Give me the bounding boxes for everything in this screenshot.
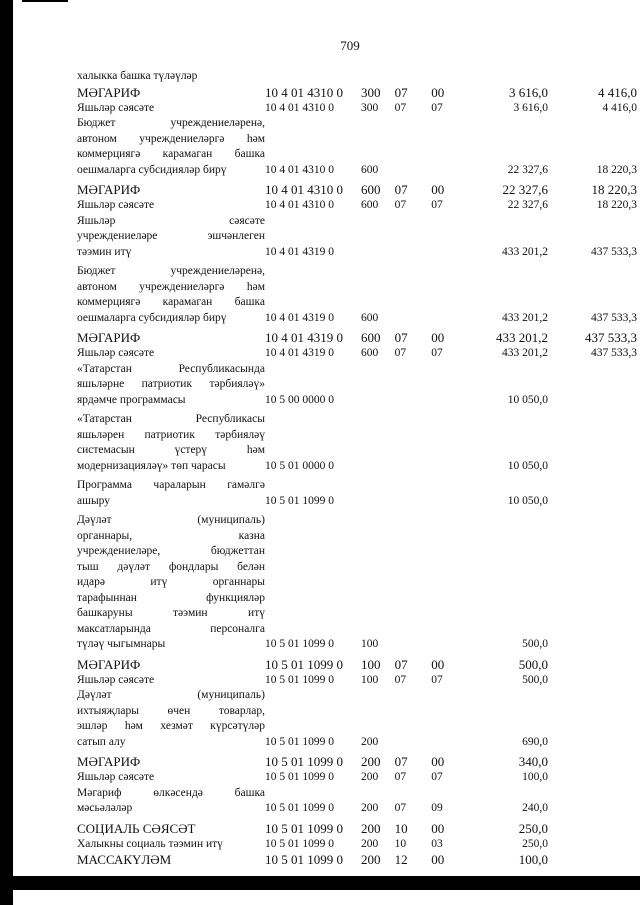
target-code: 10 4 01 4310 0: [264, 199, 334, 211]
section-code: 12: [394, 852, 408, 867]
row-name-line: Яшьләр сәясәте: [77, 771, 155, 783]
row-name-line: коммерциягә карамаган башка: [77, 296, 265, 308]
target-code: 10 4 01 4310 0: [264, 163, 334, 176]
amount-year-1: 340,0: [518, 754, 548, 769]
target-code: 10 5 01 1099 0: [264, 837, 334, 850]
amount-year-1: 10 050,0: [507, 459, 548, 472]
target-code: 10 4 01 4310 0: [264, 101, 334, 114]
row-name: [77, 412, 265, 474]
expense-type: 600: [360, 199, 379, 211]
row-name: [77, 85, 265, 101]
row-name-line: ашыру: [77, 494, 111, 507]
row-name: [77, 198, 265, 214]
section-code: 07: [394, 330, 408, 345]
row-name-line: МӘГАРИФ: [77, 656, 141, 672]
table-row: [77, 837, 637, 853]
amount-year-2: 4 416,0: [598, 84, 637, 100]
amount-year-2: 437 533,3: [585, 330, 637, 345]
row-name-line: оешмаларга субсидияләр бирү: [77, 163, 227, 176]
target-code: 10 5 01 1099 0: [264, 494, 334, 507]
row-name-line: максатларында персоналга: [77, 622, 265, 635]
expense-type: 200: [360, 820, 381, 836]
expense-type: 200: [360, 735, 379, 748]
row-name: [77, 513, 265, 653]
target-code: 10 4 01 4319 0: [264, 245, 334, 258]
row-name-line: учреждениеләре эшчәнлеген: [77, 230, 265, 242]
expense-type: 200: [360, 837, 379, 850]
expense-type: 100: [360, 638, 379, 650]
amount-year-1: 22 327,6: [507, 199, 548, 211]
row-name-line: автоном учреждениеләргә һәм: [77, 280, 265, 293]
subsection-code: 00: [431, 182, 445, 197]
row-name-line: МӘГАРИФ: [77, 330, 141, 345]
table-row: [77, 116, 637, 178]
expense-type: 200: [360, 802, 379, 814]
amount-year-1: 500,0: [522, 638, 548, 650]
expense-type: 200: [360, 754, 381, 769]
row-name-line: тәэмин итү: [77, 245, 132, 258]
scan-border-left: [0, 0, 13, 905]
amount-year-1: 433 201,2: [495, 330, 548, 345]
row-name: [77, 673, 265, 689]
subsection-code: 00: [431, 84, 445, 100]
table-row: [77, 754, 637, 770]
amount-year-2: 18 220,3: [596, 199, 637, 211]
row-name-line: ярдәмче программасы: [77, 393, 186, 406]
amount-year-1: 3 616,0: [513, 101, 548, 114]
table-row: [77, 786, 637, 817]
row-name-line: Бюджет учреждениеләренә,: [77, 117, 265, 129]
expense-type: 600: [360, 163, 379, 176]
row-name-line: Яшьләр сәясәте: [77, 214, 265, 227]
row-name-line: учреждениеләре, бюджеттан: [77, 545, 265, 557]
expense-type: 600: [360, 347, 379, 359]
expense-type: 600: [360, 182, 381, 197]
target-code: 10 5 01 1099 0: [264, 802, 334, 814]
row-name-line: системасын үстерү һәм: [77, 444, 265, 456]
subsection-code: 07: [431, 347, 443, 359]
row-name-line: Бюджет учреждениеләренә,: [77, 265, 265, 277]
expense-type: 300: [360, 84, 381, 100]
expense-type: 600: [360, 330, 381, 345]
target-code: 10 5 01 0000 0: [264, 459, 334, 472]
row-name-line: Халыкны социаль тәэмин итү: [77, 837, 223, 850]
section-code: 07: [394, 199, 407, 211]
target-code: 10 5 01 1099 0: [264, 735, 334, 748]
amount-year-1: 3 616,0: [508, 84, 548, 100]
subsection-code: 07: [431, 101, 443, 114]
row-name: [77, 69, 265, 85]
amount-year-1: 240,0: [522, 802, 548, 814]
subsection-code: 07: [431, 673, 443, 686]
row-name-line: модернизацияләү» төп чарасы: [77, 459, 226, 472]
section-code: 07: [394, 347, 407, 359]
row-name: [77, 478, 265, 509]
table-row: [77, 214, 637, 261]
target-code: 10 5 01 1099 0: [264, 852, 343, 867]
row-name: [77, 101, 265, 117]
scan-mark-top: [22, 0, 68, 2]
target-code: 10 5 01 1099 0: [264, 638, 334, 650]
section-code: 10: [394, 820, 408, 836]
row-name: [77, 182, 265, 198]
row-name: [77, 346, 265, 362]
table-row: [77, 852, 637, 868]
row-name-line: тарафыннан функцияләр: [77, 591, 265, 604]
amount-year-1: 10 050,0: [507, 393, 548, 406]
expense-type: 100: [360, 656, 381, 672]
subsection-code: 00: [431, 754, 445, 769]
section-code: 07: [394, 84, 408, 100]
table-row: [77, 688, 637, 750]
row-name-line: органнары, казна: [77, 529, 265, 542]
subsection-code: 00: [431, 820, 445, 836]
row-name-line: Яшьләр сәясәте: [77, 347, 155, 359]
row-name-line: Дәүләт (муниципаль): [77, 689, 265, 701]
subsection-code: 09: [431, 802, 443, 814]
row-name: [77, 264, 265, 326]
row-name-line: «Татарстан Республикасы: [77, 413, 265, 425]
row-name-line: Яшьләр сәясәте: [77, 101, 155, 114]
row-name: [77, 754, 265, 770]
expense-type: 200: [360, 852, 381, 867]
table-row: [77, 182, 637, 198]
section-code: 07: [394, 182, 408, 197]
row-name-line: «Татарстан Республикасында: [77, 362, 265, 375]
table-row: [77, 478, 637, 509]
amount-year-1: 433 201,2: [501, 347, 548, 359]
row-name: [77, 657, 265, 673]
target-code: 10 4 01 4310 0: [264, 182, 343, 197]
amount-year-1: 250,0: [518, 820, 548, 836]
row-name-line: түләү чыгымнары: [77, 638, 166, 650]
subsection-code: 07: [431, 199, 443, 211]
row-name-line: идарә итү органнары: [77, 576, 265, 588]
scan-border-bottom: [0, 876, 640, 890]
target-code: 10 5 01 1099 0: [264, 656, 343, 672]
row-name-line: МӘГАРИФ: [77, 84, 141, 100]
row-name-line: МӘГАРИФ: [77, 754, 141, 769]
page-number: 709: [340, 38, 360, 53]
target-code: 10 4 01 4319 0: [264, 347, 334, 359]
row-name-line: автоном учреждениеләргә һәм: [77, 132, 265, 145]
target-code: 10 5 01 1099 0: [264, 771, 334, 783]
row-name: [77, 821, 265, 837]
expense-type: 100: [360, 673, 379, 686]
row-name: [77, 362, 265, 409]
table-row: [77, 101, 637, 117]
subsection-code: 03: [431, 837, 443, 850]
row-name: [77, 837, 265, 853]
section-code: 07: [394, 754, 408, 769]
row-name-line: эшләр һәм хезмәт күрсәтүләр: [77, 720, 265, 732]
row-name: [77, 770, 265, 786]
row-name-line: яшьләрен патриотик тәрбияләү: [77, 428, 265, 441]
section-code: 07: [394, 673, 407, 686]
subsection-code: 00: [431, 330, 445, 345]
amount-year-1: 22 327,6: [502, 182, 548, 197]
row-name: [77, 688, 265, 750]
subsection-code: 00: [431, 656, 445, 672]
target-code: 10 4 01 4310 0: [264, 84, 343, 100]
expense-type: 300: [360, 101, 379, 114]
amount-year-1: 433 201,2: [501, 245, 548, 258]
table-row: [77, 821, 637, 837]
row-name-line: ихтыяҗлары өчен товарлар,: [77, 704, 265, 717]
row-name-line: мәсьәләләр: [77, 802, 133, 814]
row-name: [77, 786, 265, 817]
row-name-line: Дәүләт (муниципаль): [77, 514, 265, 526]
row-name-line: сатып алу: [77, 735, 126, 748]
amount-year-2: 437 533,3: [591, 347, 637, 359]
table-row: [77, 85, 637, 101]
amount-year-1: 22 327,6: [507, 163, 548, 176]
amount-year-1: 250,0: [522, 837, 548, 850]
row-name: [77, 116, 265, 178]
row-name-line: тыш дәүләт фондлары белән: [77, 560, 265, 573]
table-row: [77, 330, 637, 346]
amount-year-2: 437 533,3: [591, 311, 637, 324]
section-code: 07: [394, 101, 407, 114]
subsection-code: 00: [431, 852, 445, 867]
amount-year-1: 10 050,0: [507, 494, 548, 507]
row-name-line: яшьләрне патриотик тәрбияләү»: [77, 378, 265, 390]
table-row: [77, 673, 637, 689]
row-name-line: коммерциягә карамаган башка: [77, 148, 265, 160]
table-row: [77, 362, 637, 409]
budget-table: [77, 69, 637, 868]
amount-year-2: 18 220,3: [596, 163, 637, 176]
target-code: 10 5 01 1099 0: [264, 820, 343, 836]
section-code: 07: [394, 656, 408, 672]
row-name-line: халыкка башка түләүләр: [77, 70, 198, 82]
table-row: [77, 264, 637, 326]
amount-year-1: 100,0: [522, 771, 548, 783]
row-name: [77, 214, 265, 261]
row-name-line: оешмаларга субсидияләр бирү: [77, 311, 227, 324]
target-code: 10 4 01 4319 0: [264, 311, 334, 324]
target-code: 10 5 01 1099 0: [264, 673, 334, 686]
target-code: 10 5 00 0000 0: [264, 393, 334, 406]
row-name-line: Программа чараларын гамәлгә: [77, 479, 265, 491]
amount-year-2: 4 416,0: [602, 101, 637, 114]
amount-year-1: 100,0: [518, 852, 548, 867]
row-name: [77, 852, 265, 868]
row-name-line: МАССАКҮЛӘМ: [77, 852, 172, 867]
target-code: 10 4 01 4319 0: [264, 330, 343, 345]
table-row: [77, 657, 637, 673]
row-name-line: Яшьләр сәясәте: [77, 673, 155, 686]
table-row: [77, 198, 637, 214]
table-row: [77, 513, 637, 653]
row-name: [77, 330, 265, 346]
section-code: 07: [394, 802, 407, 814]
amount-year-1: 500,0: [522, 673, 548, 686]
row-name-line: Мәгариф өлкәсендә башка: [77, 786, 265, 799]
amount-year-1: 500,0: [518, 656, 548, 672]
table-row: [77, 69, 637, 85]
table-row: [77, 412, 637, 474]
row-name-line: МӘГАРИФ: [77, 182, 141, 197]
amount-year-1: 690,0: [522, 735, 548, 748]
row-name-line: башкаруны тәэмин итү: [77, 607, 265, 619]
row-name-line: Яшьләр сәясәте: [77, 199, 155, 211]
section-code: 10: [394, 837, 407, 850]
amount-year-1: 433 201,2: [501, 311, 548, 324]
table-row: [77, 346, 637, 362]
section-code: 07: [394, 771, 407, 783]
subsection-code: 07: [431, 771, 443, 783]
table-row: [77, 770, 637, 786]
amount-year-2: 437 533,3: [591, 245, 637, 258]
target-code: 10 5 01 1099 0: [264, 754, 343, 769]
expense-type: 600: [360, 311, 379, 324]
expense-type: 200: [360, 771, 379, 783]
amount-year-2: 18 220,3: [591, 182, 637, 197]
row-name-line: СОЦИАЛЬ СӘЯСӘТ: [77, 820, 196, 836]
